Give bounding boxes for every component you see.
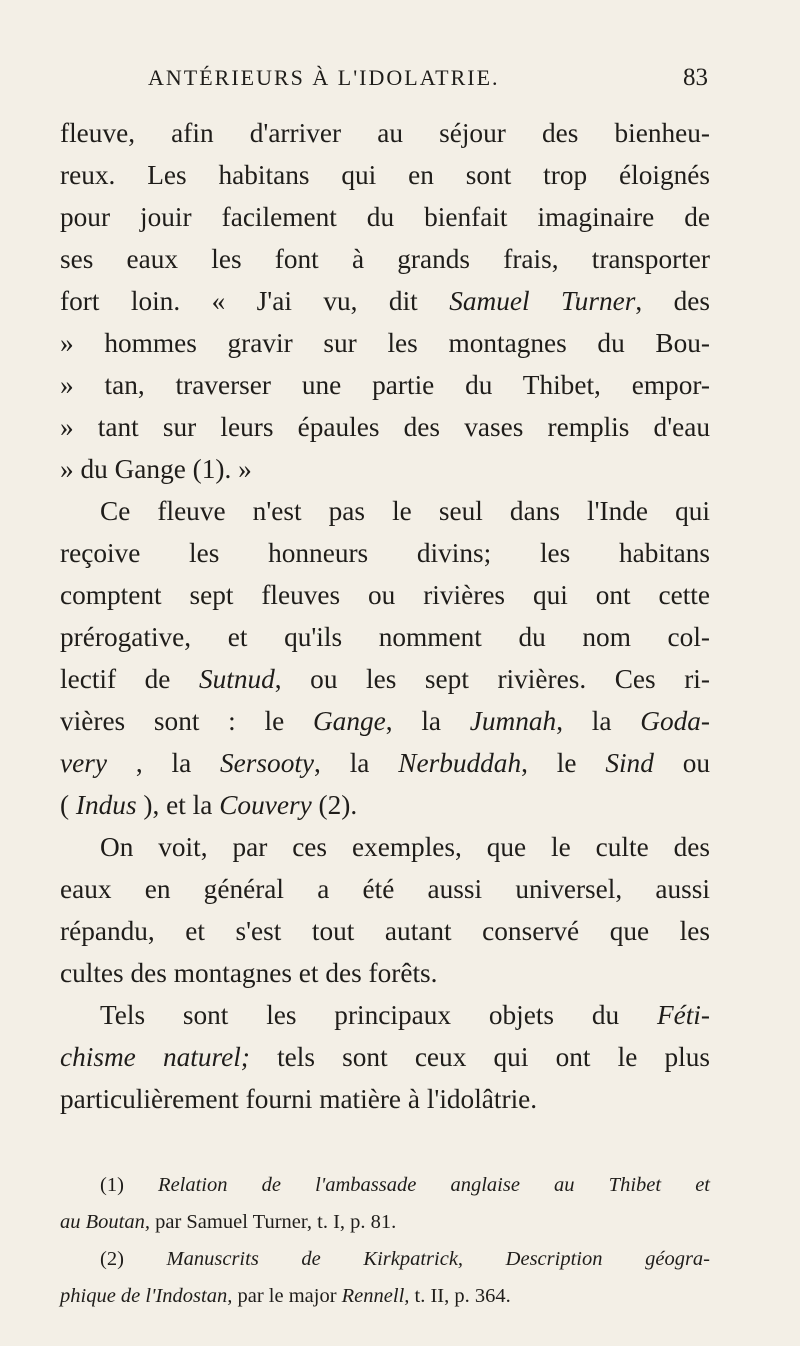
text-run: » tant sur leurs épaules des vases remplis d'eau	[60, 412, 710, 442]
text-line	[60, 658, 710, 700]
italic-text: Féti-	[656, 1000, 710, 1030]
text-line	[60, 322, 710, 364]
text-run: fleuve, afin d'arriver au séjour des bienheu-	[60, 118, 710, 148]
text-line	[60, 952, 710, 994]
text-run: cultes des montagnes et des forêts.	[60, 958, 438, 988]
text-line	[60, 364, 710, 406]
italic-text: Relation de l'ambassade anglaise au Thibet et	[158, 1174, 710, 1196]
text-run: » tan, traverser une partie du Thibet, empor-	[60, 370, 710, 400]
text-run: , la	[385, 706, 470, 736]
text-run: vières sont : le	[60, 706, 313, 736]
italic-text: Couvery	[219, 790, 312, 820]
body-text	[60, 112, 710, 1120]
text-run: , la	[106, 748, 221, 778]
page-number: 83	[683, 64, 708, 91]
footnote-line	[60, 1167, 710, 1204]
text-run: répandu, et s'est tout autant conservé que les	[60, 916, 710, 946]
text-run: , le	[521, 748, 606, 778]
text-run: » du Gange (1). »	[60, 454, 252, 484]
text-line	[60, 784, 710, 826]
text-run: reux. Les habitans qui en sont trop éloignés	[60, 160, 710, 190]
text-run: ses eaux les font à grands frais, transporter	[60, 244, 710, 274]
text-line	[60, 490, 710, 532]
text-line	[60, 196, 710, 238]
footnote-line	[60, 1204, 710, 1241]
text-run: par le major	[232, 1285, 342, 1307]
text-run: ou	[653, 748, 710, 778]
text-run: particulièrement fourni matière à l'idolâtrie.	[60, 1084, 538, 1114]
text-run: pour jouir facilement du bienfait imaginaire de	[60, 202, 710, 232]
text-line	[60, 742, 710, 784]
italic-text: Sersooty	[220, 748, 315, 778]
text-run: reçoive les honneurs divins; les habitans	[60, 538, 710, 568]
text-run: , la	[556, 706, 641, 736]
text-run: (	[60, 790, 76, 820]
text-line	[60, 574, 710, 616]
text-line	[60, 280, 710, 322]
text-line	[60, 448, 710, 490]
text-run: t. II, p. 364.	[409, 1285, 511, 1307]
italic-text: phique de l'Indostan,	[60, 1285, 233, 1307]
text-line	[60, 154, 710, 196]
text-run: tels sont ceux qui ont le plus	[249, 1042, 710, 1072]
text-run: prérogative, et qu'ils nomment du nom col-	[60, 622, 710, 652]
text-run: (2).	[311, 790, 358, 820]
footnote-line	[60, 1241, 710, 1278]
text-line	[60, 616, 710, 658]
text-run: » hommes gravir sur les montagnes du Bou-	[60, 328, 710, 358]
italic-text: Nerbuddah	[398, 748, 522, 778]
italic-text: Samuel Turner	[449, 286, 636, 316]
page-header	[148, 64, 708, 92]
text-run: Tels sont les principaux objets du	[100, 1000, 657, 1030]
text-run: (2)	[100, 1248, 167, 1270]
text-line	[60, 868, 710, 910]
italic-text: chisme naturel;	[60, 1042, 250, 1072]
text-run: ), et la	[136, 790, 220, 820]
text-line	[60, 1078, 710, 1120]
italic-text: Jumnah	[469, 706, 557, 736]
text-line	[60, 700, 710, 742]
text-line	[60, 1036, 710, 1078]
text-run: , des	[635, 286, 710, 316]
italic-text: very	[60, 748, 107, 778]
italic-text: au Boutan,	[60, 1211, 150, 1233]
text-run: par Samuel Turner, t. I, p. 81.	[149, 1211, 397, 1233]
italic-text: Indus	[75, 790, 137, 820]
text-line	[60, 910, 710, 952]
italic-text: Gange	[312, 706, 386, 736]
footnote-line	[60, 1278, 710, 1315]
text-line	[60, 532, 710, 574]
text-run: lectif de	[60, 664, 199, 694]
text-run: On voit, par ces exemples, que le culte des	[100, 832, 710, 862]
text-line	[60, 238, 710, 280]
italic-text: Rennell,	[341, 1285, 410, 1307]
footnotes	[60, 1167, 710, 1315]
text-run: fort loin. « J'ai vu, dit	[60, 286, 450, 316]
text-run: comptent sept fleuves ou rivières qui ont cette	[60, 580, 710, 610]
italic-text: Goda-	[640, 706, 710, 736]
italic-text: Manuscrits de Kirkpatrick, Description géogra-	[166, 1248, 711, 1270]
italic-text: Sutnud	[198, 664, 275, 694]
italic-text: Sind	[605, 748, 654, 778]
text-run: Ce fleuve n'est pas le seul dans l'Inde qui	[100, 496, 710, 526]
text-run: , la	[314, 748, 399, 778]
text-line	[60, 112, 710, 154]
text-line	[60, 826, 710, 868]
text-run: (1)	[100, 1174, 159, 1196]
text-line	[60, 994, 710, 1036]
running-head: ANTÉRIEURS À L'IDOLATRIE.	[148, 65, 500, 90]
text-run: , ou les sept rivières. Ces ri-	[274, 664, 710, 694]
text-run: eaux en général a été aussi universel, aussi	[60, 874, 710, 904]
text-line	[60, 406, 710, 448]
